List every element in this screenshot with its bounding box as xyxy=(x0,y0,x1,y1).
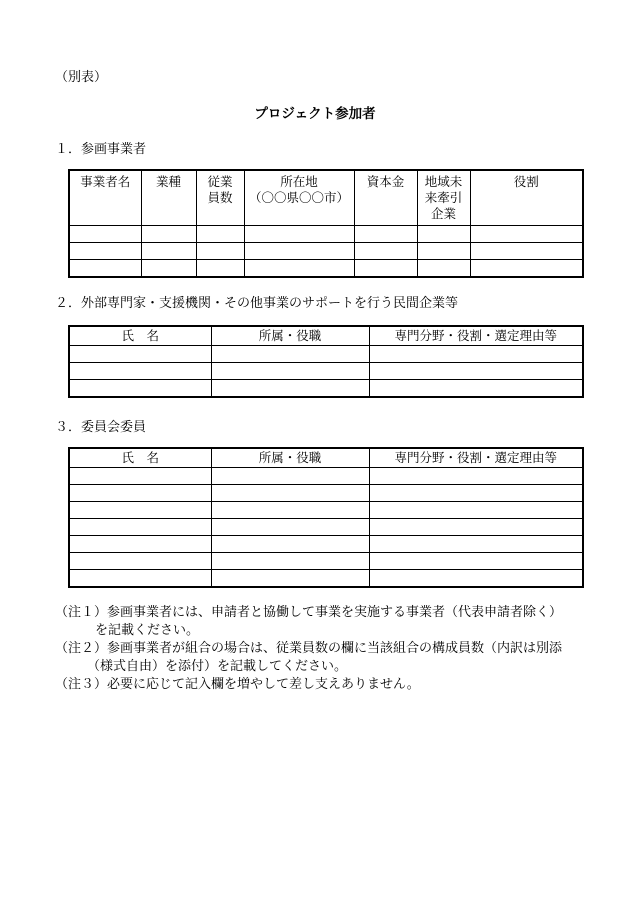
table-row xyxy=(69,380,583,398)
header-expertise: 専門分野・役割・選定理由等 xyxy=(369,448,583,468)
participants-header-row xyxy=(69,170,583,226)
cell[interactable] xyxy=(69,363,211,380)
cell[interactable] xyxy=(69,553,211,570)
header-location: 所在地 （〇〇県〇〇市） xyxy=(244,170,354,226)
cell[interactable] xyxy=(211,363,369,380)
note-2-continued: （様式自由）を添付）を記載してください。 xyxy=(87,659,348,674)
header-name: 氏 名 xyxy=(69,326,211,346)
cell[interactable] xyxy=(211,485,369,502)
table-row xyxy=(69,260,583,278)
table-row xyxy=(69,363,583,380)
cell[interactable] xyxy=(69,536,211,553)
cell[interactable] xyxy=(244,243,354,260)
cell[interactable] xyxy=(69,243,141,260)
cell[interactable] xyxy=(211,380,369,398)
cell[interactable] xyxy=(69,380,211,398)
table-row xyxy=(69,570,583,588)
header-affiliation: 所属・役職 xyxy=(211,326,369,346)
cell[interactable] xyxy=(369,485,583,502)
cell[interactable] xyxy=(369,363,583,380)
table-row xyxy=(69,243,583,260)
committee-header-row xyxy=(69,448,583,468)
header-regional-company: 地域未 来牽引 企業 xyxy=(417,170,470,226)
cell[interactable] xyxy=(354,260,417,278)
table-row xyxy=(69,502,583,519)
cell[interactable] xyxy=(69,502,211,519)
cell[interactable] xyxy=(141,260,196,278)
cell[interactable] xyxy=(211,346,369,363)
cell[interactable] xyxy=(244,260,354,278)
table-row xyxy=(69,226,583,243)
cell[interactable] xyxy=(211,553,369,570)
cell[interactable] xyxy=(369,380,583,398)
table-row xyxy=(69,485,583,502)
cell[interactable] xyxy=(196,243,244,260)
cell[interactable] xyxy=(69,485,211,502)
appendix-label: （別表） xyxy=(55,70,108,85)
cell[interactable] xyxy=(69,226,141,243)
cell[interactable] xyxy=(369,519,583,536)
cell[interactable] xyxy=(369,346,583,363)
cell[interactable] xyxy=(211,519,369,536)
header-employees: 従業 員数 xyxy=(196,170,244,226)
cell[interactable] xyxy=(69,519,211,536)
cell[interactable] xyxy=(141,226,196,243)
cell[interactable] xyxy=(211,536,369,553)
cell[interactable] xyxy=(417,260,470,278)
external-experts-table xyxy=(68,325,584,398)
cell[interactable] xyxy=(369,553,583,570)
cell[interactable] xyxy=(211,502,369,519)
cell[interactable] xyxy=(417,243,470,260)
notes xyxy=(55,604,595,694)
cell[interactable] xyxy=(196,226,244,243)
note-2: （注２）参画事業者が組合の場合は、従業員数の欄に当該組合の構成員数（内訳は別添 xyxy=(55,641,563,656)
cell[interactable] xyxy=(141,243,196,260)
cell[interactable] xyxy=(244,226,354,243)
cell[interactable] xyxy=(417,226,470,243)
table-row xyxy=(69,519,583,536)
page-title: プロジェクト参加者 xyxy=(254,106,376,122)
section3-heading: ３．委員会委員 xyxy=(55,420,147,435)
header-role: 役割 xyxy=(470,170,583,226)
header-affiliation: 所属・役職 xyxy=(211,448,369,468)
cell[interactable] xyxy=(211,468,369,485)
cell[interactable] xyxy=(211,570,369,588)
header-industry: 業種 xyxy=(141,170,196,226)
note-3: （注３）必要に応じて記入欄を増やして差し支えありません。 xyxy=(55,677,420,692)
cell[interactable] xyxy=(470,260,583,278)
participants-table xyxy=(68,169,584,278)
cell[interactable] xyxy=(69,346,211,363)
table-row xyxy=(69,468,583,485)
cell[interactable] xyxy=(470,226,583,243)
header-business-name: 事業者名 xyxy=(69,170,141,226)
cell[interactable] xyxy=(369,468,583,485)
table-row xyxy=(69,553,583,570)
cell[interactable] xyxy=(470,243,583,260)
cell[interactable] xyxy=(196,260,244,278)
section1-heading: １．参画事業者 xyxy=(55,142,147,157)
cell[interactable] xyxy=(69,468,211,485)
header-expertise: 専門分野・役割・選定理由等 xyxy=(369,326,583,346)
committee-table xyxy=(68,447,584,588)
cell[interactable] xyxy=(369,570,583,588)
header-capital: 資本金 xyxy=(354,170,417,226)
header-name: 氏 名 xyxy=(69,448,211,468)
cell[interactable] xyxy=(369,502,583,519)
cell[interactable] xyxy=(369,536,583,553)
note-1: （注１）参画事業者には、申請者と協働して事業を実施する事業者（代表申請者除く） xyxy=(55,605,563,620)
table-row xyxy=(69,536,583,553)
experts-header-row xyxy=(69,326,583,346)
cell[interactable] xyxy=(69,570,211,588)
cell[interactable] xyxy=(354,243,417,260)
table-row xyxy=(69,346,583,363)
section2-heading: ２．外部専門家・支援機関・その他事業のサポートを行う民間企業等 xyxy=(55,296,459,311)
cell[interactable] xyxy=(354,226,417,243)
note-1-continued: を記載ください。 xyxy=(95,623,200,638)
cell[interactable] xyxy=(69,260,141,278)
